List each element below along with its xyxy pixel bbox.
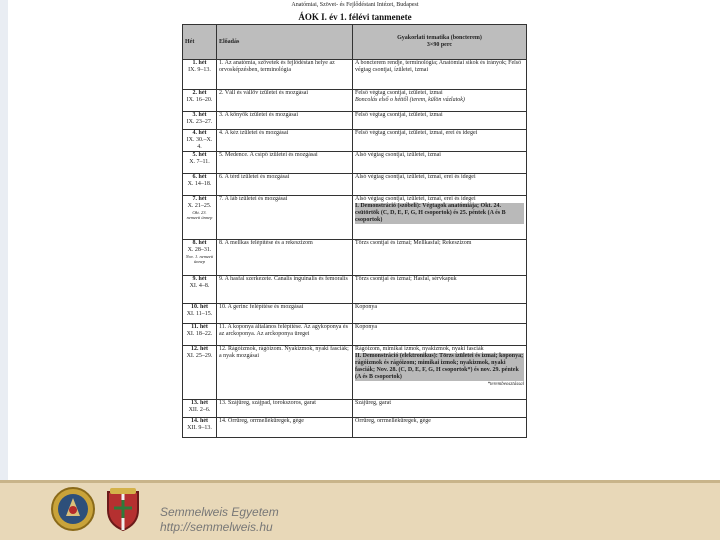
lecture-cell: 11. A koponya általános felépítése. Az agykoponya és az arckoponya. Az arckoponya üregei bbox=[217, 324, 353, 346]
university-url[interactable]: http://semmelweis.hu bbox=[160, 520, 273, 534]
practice-cell bbox=[353, 400, 527, 418]
week-note: Okt. 23. nemzeti ünnep bbox=[186, 210, 213, 220]
practice-cell bbox=[353, 304, 527, 324]
lecture-cell: 10. A gerinc felépítése és mozgásai bbox=[217, 304, 353, 324]
table-row bbox=[183, 346, 527, 400]
practice-text: Alsó végtag csontjai, ízületei, izmai, erei és idegei bbox=[355, 196, 476, 202]
table-row bbox=[183, 418, 527, 438]
week-dates: XI. 11–15. bbox=[186, 311, 213, 317]
week-cell bbox=[183, 130, 217, 152]
table-row bbox=[183, 400, 527, 418]
week-cell bbox=[183, 112, 217, 130]
practice-text: Alsó végtag csontjai, ízületei, izmai, erei és idegei bbox=[355, 174, 476, 180]
schedule-table bbox=[182, 24, 527, 438]
practice-text: Koponya bbox=[355, 324, 377, 330]
week-number: 4. hét bbox=[192, 130, 207, 136]
week-dates: X. 21–25. bbox=[187, 203, 212, 209]
week-cell bbox=[183, 346, 217, 400]
practice-text: Felső végtag csontjai, ízületei, izmai bbox=[355, 90, 443, 96]
table-row bbox=[183, 112, 527, 130]
lecture-cell: 9. A hasfal szerkezete. Canalis inguinalis és femoralis bbox=[217, 276, 353, 304]
lecture-cell: 6. A térd ízületei és mozgásai bbox=[217, 174, 353, 196]
week-note: Nov. 1. nemzeti ünnep bbox=[185, 254, 214, 264]
week-cell bbox=[183, 90, 217, 112]
practice-cell bbox=[353, 174, 527, 196]
week-dates: IX. 23–27. bbox=[186, 119, 213, 125]
document-header: Anatómiai, Szövet- és Fejlődéstani Intézet, Budapest bbox=[291, 2, 419, 8]
footer-divider bbox=[0, 480, 720, 483]
week-dates: X. 14–18. bbox=[187, 181, 212, 187]
column-header-week: Hét bbox=[183, 25, 217, 60]
table-row bbox=[183, 174, 527, 196]
week-dates: IX. 16–20. bbox=[186, 97, 213, 103]
column-header-lecture: Előadás bbox=[217, 25, 353, 60]
demonstration-highlight: I. Demonstráció (szóbeli): Végtagok anatómiája; Okt. 24. csütörtök (C, D, E, F, G, H csoportok) és 25. péntek (A és B csoportok) bbox=[355, 203, 524, 224]
table-row bbox=[183, 152, 527, 174]
practice-text: Törzs csontjai és izmai; Mellkasfal; Rekeszizom bbox=[355, 240, 472, 246]
practice-text: Alsó végtag csontjai, ízületei, izmai bbox=[355, 152, 441, 158]
week-number: 5. hét bbox=[192, 152, 207, 158]
week-cell bbox=[183, 400, 217, 418]
table-body bbox=[183, 60, 527, 438]
lecture-cell: 4. A kéz ízületei és mozgásai bbox=[217, 130, 353, 152]
practice-cell bbox=[353, 90, 527, 112]
footer-text bbox=[160, 505, 279, 535]
practice-text: Koponya bbox=[355, 304, 377, 310]
column-header-practice-title: Gyakorlati tematika (boncterem) bbox=[397, 35, 482, 41]
week-dates: IX. 9–13. bbox=[188, 67, 211, 73]
practice-note: Boncolás első o héttől (terem, külön vázlatok) bbox=[355, 97, 465, 103]
schedule-document bbox=[180, 0, 530, 472]
university-seal-icon bbox=[50, 486, 96, 532]
university-name: Semmelweis Egyetem bbox=[160, 505, 279, 519]
practice-cell bbox=[353, 152, 527, 174]
lecture-cell: 8. A mellkas felépítése és a rekeszizom bbox=[217, 240, 353, 276]
practice-cell bbox=[353, 60, 527, 90]
practice-text: Felső végtag csontjai, ízületei, izmai bbox=[355, 112, 443, 118]
week-cell bbox=[183, 304, 217, 324]
practice-cell bbox=[353, 196, 527, 240]
practice-cell bbox=[353, 346, 527, 400]
week-number: 8. hét bbox=[192, 240, 207, 246]
lecture-cell: 3. A könyök ízületei és mozgásai bbox=[217, 112, 353, 130]
practice-text: Törzs csontjai és izmai; Hasfal, sérvkapuk bbox=[355, 276, 457, 282]
week-number: 6. hét bbox=[192, 174, 207, 180]
practice-text: Orrüreg, orrmelléküregek, gége bbox=[355, 418, 431, 424]
practice-cell bbox=[353, 418, 527, 438]
table-row bbox=[183, 304, 527, 324]
column-header-practice-sub: 3×90 perc bbox=[426, 42, 453, 48]
practice-cell bbox=[353, 276, 527, 304]
practice-text: Felső végtag csontjai, ízületei, izmai, erei és idegei bbox=[355, 130, 478, 136]
table-row bbox=[183, 196, 527, 240]
document-title: ÁOK I. év 1. félévi tanmenete bbox=[298, 12, 412, 22]
practice-cell bbox=[353, 130, 527, 152]
practice-text: Rágóizom, mimikai izmok, nyakizmok, nyaki fasciák bbox=[355, 346, 484, 352]
week-cell bbox=[183, 240, 217, 276]
table-row bbox=[183, 90, 527, 112]
lecture-cell: 2. Váll és vállöv ízületei és mozgásai bbox=[217, 90, 353, 112]
lecture-cell: 12. Rágóizmok, rágóizom. Nyakizmok, nyaki fasciák; a nyak mozgásai bbox=[217, 346, 353, 400]
demonstration-highlight: II. Demonstráció (elektronikus): Törzs ízületei és izmai; koponya; rágóizmok és rágóizom; mimikai izmok; nyakizmok, nyaki fasciák; Nov. 28. (C, D, E, F, G, H csoportok*) és nov. 29. péntek (A és B csoportok) bbox=[355, 353, 524, 380]
table-header-row bbox=[183, 25, 527, 60]
week-cell bbox=[183, 418, 217, 438]
week-cell bbox=[183, 174, 217, 196]
coat-of-arms-icon bbox=[100, 486, 146, 532]
table-row bbox=[183, 130, 527, 152]
week-number: 10. hét bbox=[191, 304, 208, 310]
week-number: 14. hét bbox=[191, 418, 208, 424]
practice-cell bbox=[353, 112, 527, 130]
week-dates: XII. 9–13. bbox=[187, 425, 212, 431]
week-number: 9. hét bbox=[192, 276, 207, 282]
week-number: 7. hét bbox=[192, 196, 207, 202]
week-dates: XI. 18–22. bbox=[186, 331, 213, 337]
practice-text: A boncterem rendje, terminológia; Anatómiai síkok és irányok; Felső végtag csontjai, ízületei, izmai bbox=[355, 60, 522, 73]
week-number: 2. hét bbox=[192, 90, 207, 96]
table-row bbox=[183, 276, 527, 304]
practice-cell bbox=[353, 324, 527, 346]
lecture-cell: 14. Orrüreg, orrmelléküregek, gége bbox=[217, 418, 353, 438]
practice-text: Szájüreg, garat bbox=[355, 400, 391, 406]
demonstration-footnote: *terembeosztással bbox=[487, 382, 524, 387]
lecture-cell: 1. Az anatómia, szövetek és fejlődéstan helye az orvosképzésben, terminológia bbox=[217, 60, 353, 90]
table-row bbox=[183, 60, 527, 90]
week-number: 11. hét bbox=[191, 324, 208, 330]
week-cell bbox=[183, 196, 217, 240]
week-number: 3. hét bbox=[192, 112, 207, 118]
lecture-cell: 5. Medence. A csípő ízületei és mozgásai bbox=[217, 152, 353, 174]
week-dates: XI. 4–8. bbox=[189, 283, 210, 289]
week-cell bbox=[183, 152, 217, 174]
week-number: 13. hét bbox=[191, 400, 208, 406]
left-accent-band bbox=[0, 0, 8, 480]
week-number: 1. hét bbox=[192, 60, 207, 66]
lecture-cell: 7. A láb ízületei és mozgásai bbox=[217, 196, 353, 240]
week-dates: XII. 2–6. bbox=[188, 407, 211, 413]
week-dates: XI. 25–29. bbox=[186, 353, 213, 359]
lecture-cell: 13. Szájüreg, szájpad, torokszoros, garat bbox=[217, 400, 353, 418]
column-header-practice bbox=[353, 25, 527, 60]
week-number: 12. hét bbox=[191, 346, 208, 352]
week-dates: X. 28–31. bbox=[187, 247, 212, 253]
practice-cell bbox=[353, 240, 527, 276]
week-dates: IX. 30.–X. 4. bbox=[186, 137, 213, 150]
week-cell bbox=[183, 60, 217, 90]
table-row bbox=[183, 324, 527, 346]
week-dates: X. 7–11. bbox=[189, 159, 210, 165]
table-row bbox=[183, 240, 527, 276]
week-cell bbox=[183, 324, 217, 346]
week-cell bbox=[183, 276, 217, 304]
